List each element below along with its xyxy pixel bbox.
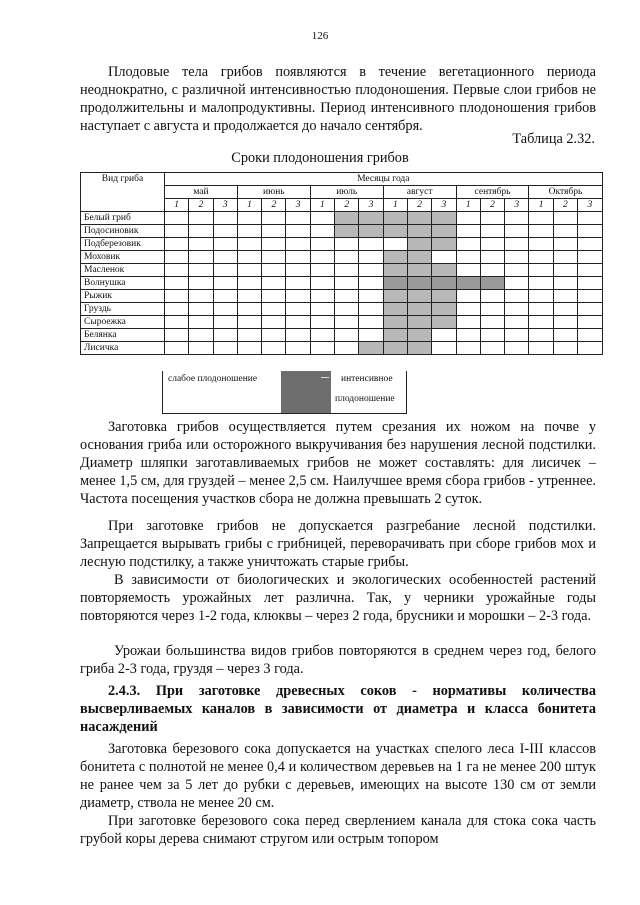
decade-header: 1 [237,199,261,212]
decade-header: 2 [335,199,359,212]
month-header: май [165,186,238,199]
fruiting-cell-mixed [432,277,456,290]
empty-cell [189,251,213,264]
empty-cell [262,238,286,251]
species-name: Рыжик [81,290,165,303]
empty-cell [553,225,577,238]
empty-cell [359,316,383,329]
empty-cell [456,329,480,342]
paragraph-birch-sap-procedure: При заготовке березового сока перед сверлением канала для стока сока часть грубой коры дерева снимают стругом или острым топором [80,813,596,847]
empty-cell [262,277,286,290]
empty-cell [505,225,529,238]
fruiting-cell-weak [407,303,431,316]
empty-cell [505,290,529,303]
empty-cell [505,212,529,225]
empty-cell [480,316,504,329]
empty-cell [529,316,553,329]
empty-cell [213,212,237,225]
empty-cell [165,316,189,329]
empty-cell [165,212,189,225]
fruiting-cell-weak [359,342,383,355]
table-legend [162,371,407,414]
empty-cell [456,225,480,238]
month-header: сентябрь [456,186,529,199]
empty-cell [262,290,286,303]
empty-cell [165,290,189,303]
empty-cell [237,303,261,316]
empty-cell [213,329,237,342]
decade-header: 1 [456,199,480,212]
empty-cell [553,251,577,264]
empty-cell [189,290,213,303]
empty-cell [237,225,261,238]
empty-cell [529,342,553,355]
empty-cell [237,251,261,264]
empty-cell [359,290,383,303]
empty-cell [578,303,603,316]
legend-dash [321,377,329,378]
empty-cell [529,225,553,238]
fruiting-cell-weak [383,290,407,303]
empty-cell [237,290,261,303]
empty-cell [237,212,261,225]
empty-cell [578,225,603,238]
fruiting-cell-weak [432,303,456,316]
fruiting-cell-weak [359,212,383,225]
decade-header: 3 [359,199,383,212]
empty-cell [456,303,480,316]
species-name: Белый гриб [81,212,165,225]
fruiting-cell-weak [407,225,431,238]
empty-cell [578,277,603,290]
empty-cell [553,277,577,290]
empty-cell [165,225,189,238]
empty-cell [262,264,286,277]
paragraph-fruiting-intro: Плодовые тела грибов появляются в течение вегетационного периода неоднократно, с различной интенсивностью плодоношения. Первые слои грибов не продолжительны и малопродуктивны. Период интенсивного плодоношения грибов наступает с августа и продолжается до начало сентября. [80,64,596,134]
empty-cell [529,212,553,225]
empty-cell [286,277,310,290]
fruiting-cell-weak [359,225,383,238]
empty-cell [578,212,603,225]
table-header-row [81,173,603,186]
empty-cell [359,303,383,316]
species-name: Моховик [81,251,165,264]
empty-cell [189,277,213,290]
empty-cell [189,238,213,251]
empty-cell [359,329,383,342]
decade-header: 1 [165,199,189,212]
species-name: Подберезовик [81,238,165,251]
fruiting-cell-weak [407,212,431,225]
empty-cell [578,342,603,355]
empty-cell [310,238,334,251]
fruiting-cell-mixed [456,277,480,290]
empty-cell [237,277,261,290]
empty-cell [359,277,383,290]
species-row [81,303,603,316]
empty-cell [335,342,359,355]
empty-cell [505,316,529,329]
species-row [81,316,603,329]
empty-cell [335,277,359,290]
fruiting-cell-weak [432,264,456,277]
empty-cell [213,316,237,329]
empty-cell [310,316,334,329]
fruiting-cell-weak [407,342,431,355]
empty-cell [578,290,603,303]
paragraph-yield-mushrooms: Урожаи большинства видов грибов повторяются в среднем через год, белого гриба 2-3 года, груздя – через 3 года. [80,643,596,677]
decade-header: 2 [407,199,431,212]
decade-header: 2 [262,199,286,212]
empty-cell [189,329,213,342]
species-row [81,238,603,251]
species-name: Лисичка [81,342,165,355]
fruiting-cell-weak [432,316,456,329]
empty-cell [505,329,529,342]
empty-cell [213,342,237,355]
empty-cell [286,264,310,277]
empty-cell [359,251,383,264]
fruiting-cell-weak [383,264,407,277]
fruiting-cell-weak [407,264,431,277]
empty-cell [165,238,189,251]
empty-cell [480,251,504,264]
empty-cell [189,212,213,225]
species-row [81,329,603,342]
empty-cell [359,238,383,251]
decade-header: 1 [310,199,334,212]
fruiting-cell-weak [383,212,407,225]
empty-cell [529,329,553,342]
empty-cell [310,329,334,342]
legend-intensive-label: интенсивное [341,374,393,384]
empty-cell [286,238,310,251]
species-row [81,225,603,238]
fruiting-cell-weak [407,251,431,264]
empty-cell [432,329,456,342]
empty-cell [480,212,504,225]
table-number: Таблица 2.32. [512,131,595,147]
empty-cell [529,290,553,303]
empty-cell [262,251,286,264]
empty-cell [553,342,577,355]
fruiting-schedule-table [80,172,603,355]
fruiting-cell-weak [407,316,431,329]
empty-cell [480,238,504,251]
empty-cell [286,303,310,316]
fruiting-cell-weak [407,238,431,251]
decade-header: 3 [286,199,310,212]
empty-cell [578,316,603,329]
empty-cell [553,290,577,303]
fruiting-cell-weak [432,238,456,251]
empty-cell [480,290,504,303]
empty-cell [310,251,334,264]
empty-cell [480,264,504,277]
fruiting-cell-weak [432,290,456,303]
empty-cell [165,251,189,264]
empty-cell [456,316,480,329]
decade-header: 3 [578,199,603,212]
empty-cell [165,329,189,342]
empty-cell [553,212,577,225]
species-row [81,342,603,355]
empty-cell [286,212,310,225]
empty-cell [213,303,237,316]
months-group-header: Месяцы года [165,173,603,186]
fruiting-cell-weak [383,316,407,329]
empty-cell [456,290,480,303]
empty-cell [529,251,553,264]
empty-cell [578,264,603,277]
empty-cell [310,303,334,316]
table-title: Сроки плодоношения грибов [231,150,409,166]
decade-header: 3 [432,199,456,212]
empty-cell [480,342,504,355]
fruiting-cell-weak [432,225,456,238]
empty-cell [505,303,529,316]
empty-cell [480,225,504,238]
fruiting-cell-weak [407,329,431,342]
decade-header: 1 [383,199,407,212]
empty-cell [529,303,553,316]
empty-cell [310,342,334,355]
paragraph-birch-sap: Заготовка березового сока допускается на участках спелого леса I-III классов бонитета с полнотой не менее 0,4 и количеством деревьев на 1 га не менее 200 штук не ранее чем за 5 лет до рубки с деревьев, имеющих на высоте 130 см от земли диаметр, ствола не менее 20 см. [80,741,596,811]
decade-header: 3 [505,199,529,212]
empty-cell [335,290,359,303]
fruiting-cell-mixed [407,277,431,290]
empty-cell [213,225,237,238]
empty-cell [165,277,189,290]
empty-cell [578,329,603,342]
empty-cell [237,264,261,277]
empty-cell [237,238,261,251]
legend-weak-label: слабое плодоношение [168,374,258,384]
empty-cell [335,316,359,329]
species-row [81,251,603,264]
empty-cell [456,251,480,264]
empty-cell [262,303,286,316]
empty-cell [286,316,310,329]
species-name: Груздь [81,303,165,316]
fruiting-cell-weak [383,251,407,264]
species-name: Масленок [81,264,165,277]
empty-cell [262,212,286,225]
empty-cell [578,238,603,251]
species-name: Подосиновик [81,225,165,238]
empty-cell [310,264,334,277]
fruiting-cell-weak [432,212,456,225]
section-heading: 2.4.3. При заготовке древесных соков - нормативы количества высверливаемых каналов в зависимости от диаметра и класса бонитета насаждений [80,683,596,735]
empty-cell [262,342,286,355]
empty-cell [335,251,359,264]
empty-cell [432,251,456,264]
empty-cell [553,316,577,329]
empty-cell [237,316,261,329]
decade-header: 1 [529,199,553,212]
empty-cell [505,277,529,290]
fruiting-cell-weak [383,303,407,316]
empty-cell [505,238,529,251]
decade-header: 2 [189,199,213,212]
empty-cell [456,342,480,355]
empty-cell [335,303,359,316]
month-header: Октябрь [529,186,602,199]
empty-cell [213,238,237,251]
empty-cell [189,342,213,355]
empty-cell [310,212,334,225]
species-row [81,290,603,303]
empty-cell [213,290,237,303]
empty-cell [480,329,504,342]
fruiting-cell-weak [383,225,407,238]
empty-cell [456,238,480,251]
empty-cell [383,238,407,251]
month-header: июль [310,186,383,199]
paragraph-prohibitions: При заготовке грибов не допускается разгребание лесной подстилки. Запрещается вырывать грибы с грибницей, переворачивать при сборе грибов мох и лесную подстилку, а также уничтожать старые грибы. [80,518,596,570]
decade-header: 2 [480,199,504,212]
species-row [81,277,603,290]
empty-cell [529,264,553,277]
empty-cell [286,342,310,355]
empty-cell [505,342,529,355]
empty-cell [456,264,480,277]
paragraph-yield-berries: В зависимости от биологических и экологических особенностей растений повторяемость урожайных лет различна. Так, у черники урожайные годы повторяются через 1-2 года, клюквы – через 2 года, брусники и морошки – 2-3 года. [80,572,596,624]
empty-cell [237,329,261,342]
empty-cell [213,251,237,264]
empty-cell [189,225,213,238]
empty-cell [286,251,310,264]
species-column-header: Вид гриба [81,173,165,212]
empty-cell [262,329,286,342]
month-header: июнь [237,186,310,199]
decade-header: 3 [213,199,237,212]
empty-cell [553,238,577,251]
fruiting-cell-weak [383,329,407,342]
empty-cell [578,251,603,264]
empty-cell [165,342,189,355]
empty-cell [213,277,237,290]
empty-cell [335,329,359,342]
paragraph-harvest-method: Заготовка грибов осуществляется путем срезания их ножом на почве у основания гриба или осторожного выкручивания без нарушения лесной подстилки. Диаметр шляпки заготавливаемых грибов не может составлять: для лисичек – менее 1,5 см, для груздей – менее 2,5 см. Наилучшее время сбора грибов - утреннее. Частота посещения участков сбора не должна превышать 2 суток. [80,419,596,507]
legend-intensive-label-2: плодоношение [335,394,395,404]
empty-cell [165,264,189,277]
empty-cell [480,303,504,316]
empty-cell [286,329,310,342]
species-row [81,212,603,225]
empty-cell [553,329,577,342]
fruiting-cell-weak [335,212,359,225]
empty-cell [237,342,261,355]
fruiting-cell-mixed [480,277,504,290]
decade-header: 2 [553,199,577,212]
empty-cell [189,303,213,316]
empty-cell [310,290,334,303]
species-name: Белянка [81,329,165,342]
fruiting-cell-mixed [383,277,407,290]
empty-cell [286,290,310,303]
month-header: август [383,186,456,199]
empty-cell [286,225,310,238]
empty-cell [189,316,213,329]
empty-cell [432,342,456,355]
empty-cell [359,264,383,277]
empty-cell [553,264,577,277]
empty-cell [529,238,553,251]
empty-cell [335,264,359,277]
empty-cell [189,264,213,277]
species-name: Волнушка [81,277,165,290]
empty-cell [505,251,529,264]
fruiting-cell-weak [407,290,431,303]
page-number: 126 [311,30,329,42]
empty-cell [335,238,359,251]
empty-cell [505,264,529,277]
empty-cell [529,277,553,290]
empty-cell [165,303,189,316]
empty-cell [456,212,480,225]
empty-cell [213,264,237,277]
fruiting-cell-weak [383,342,407,355]
species-row [81,264,603,277]
empty-cell [262,225,286,238]
empty-cell [310,225,334,238]
empty-cell [262,316,286,329]
species-name: Сыроежка [81,316,165,329]
empty-cell [310,277,334,290]
empty-cell [553,303,577,316]
fruiting-cell-weak [335,225,359,238]
